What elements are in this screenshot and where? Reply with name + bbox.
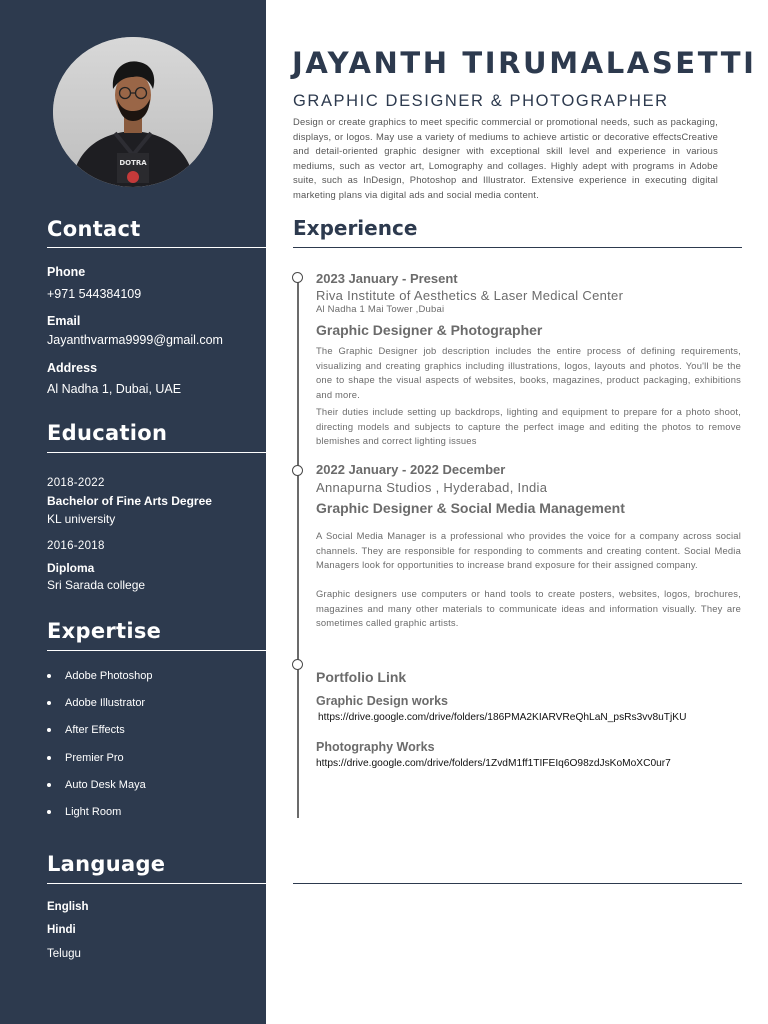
language-divider <box>47 883 266 884</box>
education-years: 2018-2022 <box>47 477 105 489</box>
expertise-divider <box>47 650 266 651</box>
experience-title: Graphic Designer & Photographer <box>316 322 543 338</box>
portfolio-label: Graphic Design works <box>316 694 448 708</box>
bullet-icon <box>47 728 51 732</box>
profile-photo <box>53 37 213 187</box>
expertise-list <box>47 668 152 831</box>
education-years: 2016-2018 <box>47 540 105 552</box>
address-label: Address <box>47 361 98 375</box>
graphic-design-link[interactable]: https://drive.google.com/drive/folders/186PMA2KIARVReQhLaN_psRs3vv8uTjKU <box>318 712 687 723</box>
expertise-item-label: Premier Pro <box>65 751 124 764</box>
contact-divider <box>47 247 266 248</box>
expertise-item <box>47 750 152 777</box>
expertise-item <box>47 804 152 831</box>
bullet-icon <box>47 756 51 760</box>
experience-description: The Graphic Designer job description includes the entire process of defining requirements, visualizing and creating graphics including illustrations, logos, layouts and photos. You'll be the one to shape the visual aspects of websites, books, magazines, product packaging, exhibitions and more. <box>316 345 741 400</box>
education-divider <box>47 452 266 453</box>
experience-heading: Experience <box>293 216 418 240</box>
bullet-icon <box>47 783 51 787</box>
timeline-dot <box>292 272 303 283</box>
experience-description: Their duties include setting up backdrops, lighting and equipment to prepare for a photo shoot, directing models and subjects to capture the perfect image and editing the photos to remove blemishes and correct lighting issues <box>316 406 741 447</box>
expertise-item <box>47 668 152 695</box>
expertise-item <box>47 722 152 749</box>
experience-date: 2022 January - 2022 December <box>316 462 506 477</box>
experience-company: Annapurna Studios , Hyderabad, India <box>316 480 548 495</box>
candidate-role: GRAPHIC DESIGNER & PHOTOGRAPHER <box>293 92 669 110</box>
experience-company: Riva Institute of Aesthetics & Laser Medical Center <box>316 288 624 303</box>
experience-divider <box>293 247 742 248</box>
timeline-dot <box>292 659 303 670</box>
education-degree: Bachelor of Fine Arts Degree <box>47 494 212 508</box>
experience-title: Graphic Designer & Social Media Management <box>316 500 625 516</box>
education-heading: Education <box>47 421 168 445</box>
portfolio-heading: Portfolio Link <box>316 669 407 685</box>
language-item: Telugu <box>47 948 81 960</box>
portfolio-label: Photography Works <box>316 740 435 754</box>
photography-link[interactable]: https://drive.google.com/drive/folders/1ZvdM1ff1TIFEIq6O98zdJsKoMoXC0ur7 <box>316 758 671 769</box>
expertise-item-label: Light Room <box>65 805 122 818</box>
language-item: Hindi <box>47 924 76 936</box>
bullet-icon <box>47 810 51 814</box>
email-value: Jayanthvarma9999@gmail.com <box>47 333 223 347</box>
timeline-line <box>297 277 299 818</box>
expertise-item-label: Adobe Illustrator <box>65 697 146 710</box>
expertise-heading: Expertise <box>47 619 162 643</box>
experience-description: Graphic designers use computers or hand tools to create posters, websites, logos, brochures, magazines and many other materials to communicate ideas and information visually. They are sometimes called graphic artists. <box>316 588 741 629</box>
contact-heading: Contact <box>47 217 141 241</box>
education-school: KL university <box>47 512 116 526</box>
experience-description: A Social Media Manager is a professional who provides the voice for a company across social channels. They are responsible for responding to comments and creating content. Social Media Managers look for opportunities to increase brand exposure for their assigned company. <box>316 530 741 571</box>
sidebar <box>0 0 266 1024</box>
expertise-item-label: After Effects <box>65 724 125 737</box>
candidate-name: JAYANTH TIRUMALASETTI <box>292 46 757 80</box>
education-degree: Diploma <box>47 561 95 575</box>
email-label: Email <box>47 314 81 328</box>
language-heading: Language <box>47 852 166 876</box>
address-value: Al Nadha 1, Dubai, UAE <box>47 382 182 396</box>
phone-value: +971 544384109 <box>47 287 142 301</box>
svg-text:DOTRA: DOTRA <box>119 159 147 167</box>
language-item: English <box>47 901 89 913</box>
experience-address: Al Nadha 1 Mai Tower ,Dubai <box>316 304 445 315</box>
bottom-divider <box>293 883 742 884</box>
expertise-item-label: Adobe Photoshop <box>65 670 153 682</box>
bullet-icon <box>47 701 51 705</box>
profile-photo-image <box>53 37 213 187</box>
expertise-item <box>47 695 152 722</box>
expertise-item <box>47 777 152 804</box>
phone-label: Phone <box>47 265 86 279</box>
education-school: Sri Sarada college <box>47 578 146 592</box>
bullet-icon <box>47 674 51 678</box>
expertise-item-label: Auto Desk Maya <box>65 778 146 791</box>
profile-summary: Design or create graphics to meet specific commercial or promotional needs, such as packaging, displays, or logos. May use a variety of mediums to achieve artistic or decorative effectsCreative and detail-oriented graphic designer with exceptional skill level and experience in various mediums, such as vector art, Lomography and collages. Highly adept with programs in Adobe suite, such as InDesign, Photoshop and Illustrator. Extensive experience in executing digital marketing plans via digital ads and social media content. <box>293 116 718 200</box>
timeline-dot <box>292 465 303 476</box>
experience-date: 2023 January - Present <box>316 271 458 286</box>
